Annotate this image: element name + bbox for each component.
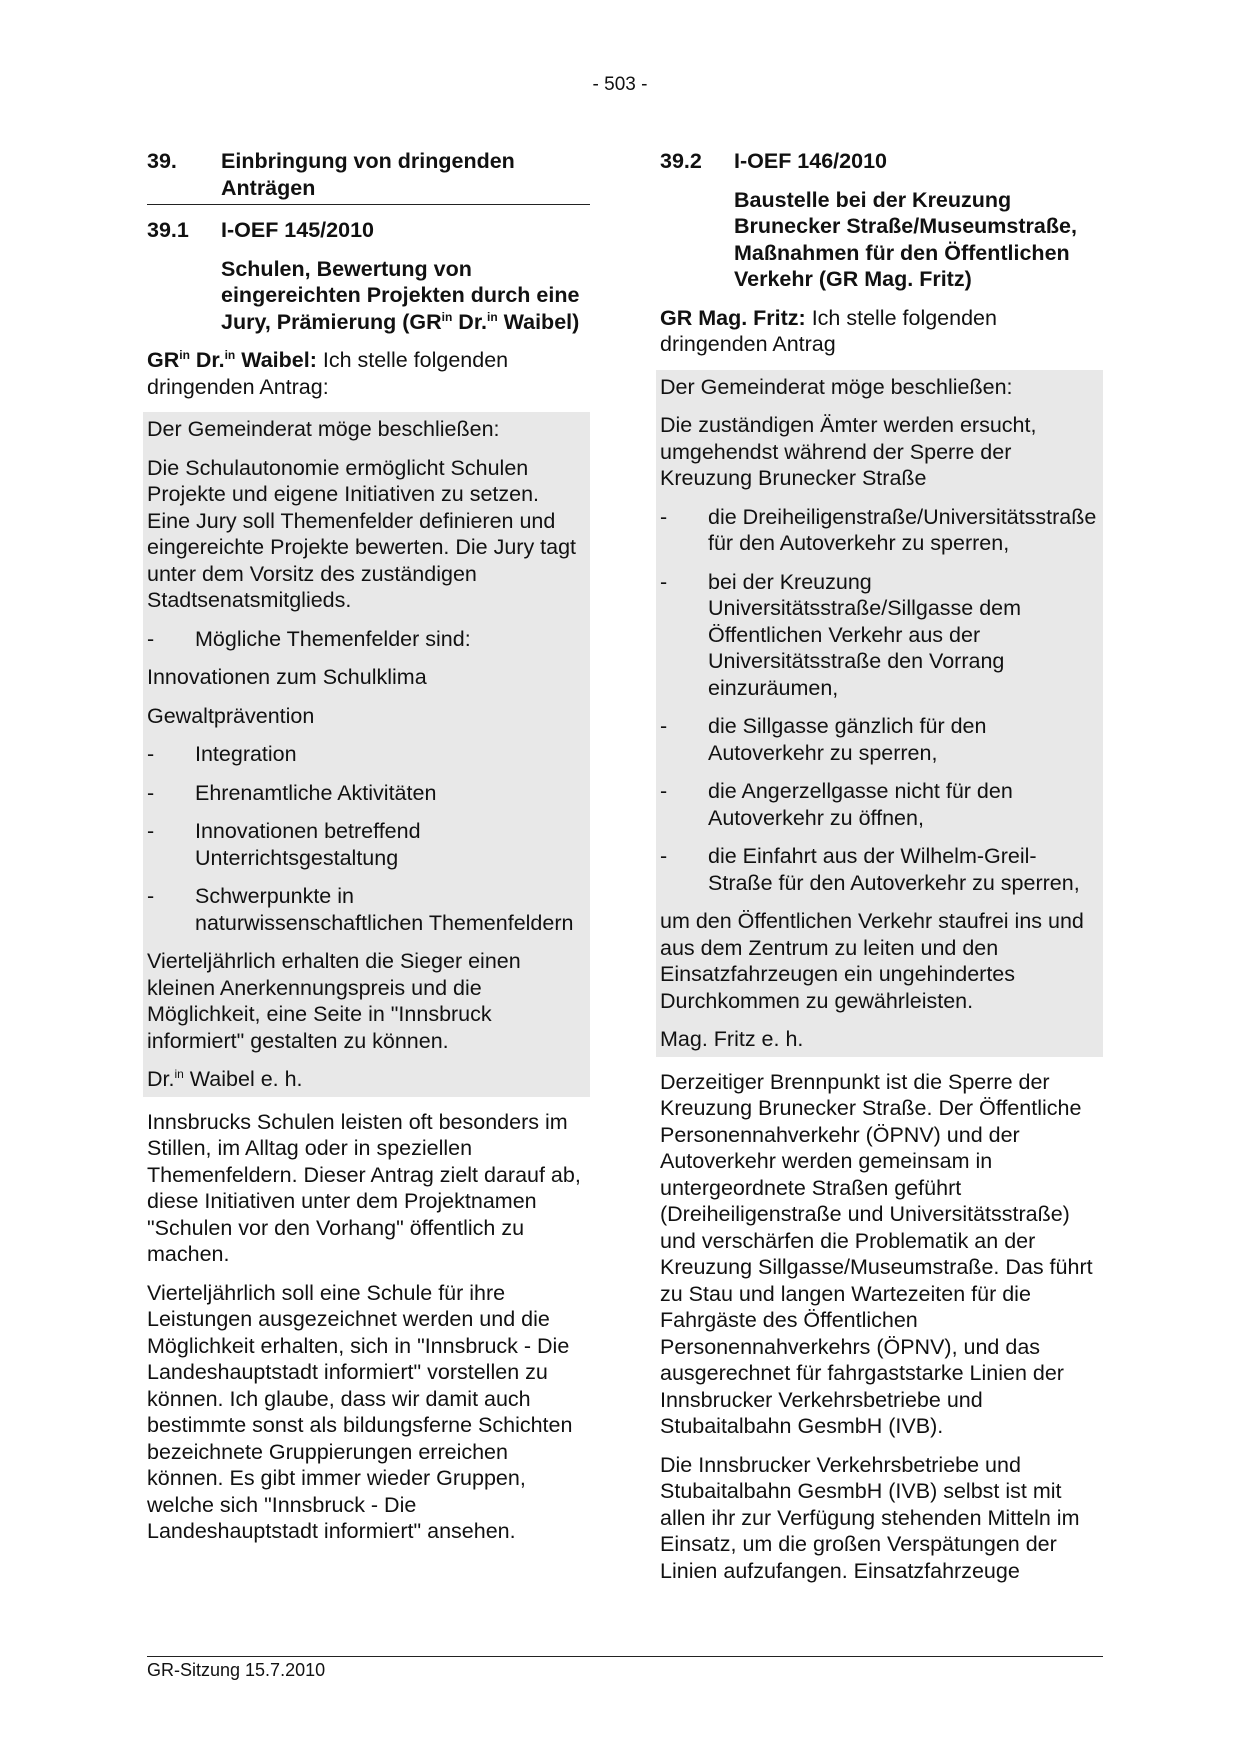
list-item: - Innovationen betreffend Unterrichtsgestaltung (147, 819, 421, 870)
motion-closing: Vierteljährlich erhalten die Sieger einen kleinen Anerkennungspreis und die Möglichkeit, eine Seite in "Innsbruck informiert" gestalten zu können. (147, 949, 521, 1053)
subsection-heading (660, 148, 1103, 175)
list-item: - die Dreiheiligenstraße/Universitätsstraße für den Autoverkehr zu sperren, (660, 504, 1097, 555)
motion-closing: um den Öffentlichen Verkehr staufrei ins und aus dem Zentrum zu leiten und den Einsatzfahrzeugen ein ungehindertes Durchkommen zu gewährleisten. (660, 909, 1084, 1013)
signature: Dr.$^{in}$ Waibel e. h. (147, 1067, 303, 1091)
subsection-heading (147, 217, 590, 244)
left-column (147, 148, 590, 1557)
motion-intro: Der Gemeinderat möge beschließen: (660, 374, 1013, 399)
motion-box (656, 370, 1103, 1057)
right-column (660, 148, 1103, 1596)
subsection-number: 39.1 (147, 218, 189, 242)
section-title: Einbringung von dringenden Anträgen (221, 149, 515, 200)
list-item: - die Sillgasse gänzlich für den Autoverkehr zu sperren, (660, 714, 987, 765)
subsection-id: I-OEF 146/2010 (734, 149, 887, 173)
list-item: - bei der Kreuzung Universitätsstraße/Sillgasse dem Öffentlichen Verkehr aus der Universitätsstraße den Vorrang einzuräumen, (660, 569, 1022, 700)
list-item: - die Einfahrt aus der Wilhelm-Greil-Straße für den Autoverkehr zu sperren, (660, 844, 1080, 895)
list-item: - Ehrenamtliche Aktivitäten (147, 780, 437, 805)
list-subitem: Innovationen zum Schulklima (147, 665, 427, 689)
subsection-id: I-OEF 145/2010 (221, 218, 374, 242)
motion-paragraph: Die Schulautonomie ermöglicht Schulen Projekte und eigene Initiativen zu setzen. Eine Jury soll Themenfelder definieren und eingereichte Projekte bewerten. Die Jury tagt unter dem Vorsitz des zuständigen Stadtsenatsmitglieds. (147, 455, 577, 612)
body-paragraph: Die Innsbrucker Verkehrsbetriebe und Stubaitalbahn GesmbH (IVB) selbst ist mit allen ihr zur Verfügung stehenden Mitteln im Einsatz, um die großen Verspätungen der Linien aufzufangen. Einsatzfahrzeuge (660, 1452, 1080, 1583)
motion-paragraph: Die zuständigen Ämter werden ersucht, umgehendst während der Sperre der Kreuzung Brunecker Straße (660, 413, 1037, 490)
motion-box (143, 412, 590, 1097)
list-subitem: Gewaltprävention (147, 703, 315, 728)
list-item: - Mögliche Themenfelder sind: (147, 626, 471, 651)
speaker-intro: GR Mag. Fritz: Ich stelle folgenden dringenden Antrag (660, 305, 997, 356)
section-number: 39. (147, 149, 177, 173)
footer-text: GR-Sitzung 15.7.2010 (147, 1660, 326, 1680)
subsection-title: Schulen, Bewertung von eingereichten Projekten durch eine Jury, Prämierung ($GR^{in}$ Dr.$^{in}$ Waibel) (221, 256, 580, 334)
list-item: - Schwerpunkte in naturwissenschaftlichen Themenfeldern (147, 884, 574, 935)
page-number: - 503 - (592, 74, 648, 95)
subsection-title: Baustelle bei der Kreuzung Brunecker Straße/Museumstraße, Maßnahmen für den Öffentlichen Verkehr (GR Mag. Fritz) (734, 187, 1077, 291)
footer-rule (147, 1656, 1103, 1657)
body-paragraph: Vierteljährlich soll eine Schule für ihre Leistungen ausgezeichnet werden und die Möglichkeit erhalten, sich in "Innsbruck - Die Landeshauptstadt informiert" vorstellen zu können. Ich glaube, dass wir damit auch bestimmte sonst als bildungsferne Schichten bezeichnete Gruppierungen erreichen können. Es gibt immer wieder Gruppen, welche sich "Innsbruck - Die Landeshauptstadt informiert" ansehen. (147, 1280, 573, 1543)
subsection-number: 39.2 (660, 149, 702, 173)
section-heading (147, 148, 590, 205)
signature: Mag. Fritz e. h. (660, 1027, 804, 1051)
list-item: - die Angerzellgasse nicht für den Autoverkehr zu öffnen, (660, 779, 1013, 830)
body-paragraph: Derzeitiger Brennpunkt ist die Sperre der Kreuzung Brunecker Straße. Der Öffentliche Personennahverkehr (ÖPNV) und der Autoverkehr werden gemeinsam in untergeordnete Straßen geführt (Dreiheiligenstraße und Universitätsstraße) und verschärfen die Problematik an der Kreuzung Sillgasse/Museumstraße. Das führt zu Stau und langen Wartezeiten für die Fahrgäste des Öffentlichen Personennahverkehrs (ÖPNV), und das ausgerechnet für fahrgaststarke Linien der Innsbrucker Verkehrsbetriebe und Stubaitalbahn GesmbH (IVB). (660, 1069, 1093, 1438)
motion-intro: Der Gemeinderat möge beschließen: (147, 417, 500, 441)
body-paragraph: Innsbrucks Schulen leisten oft besonders im Stillen, im Alltag oder in speziellen Themenfeldern. Dieser Antrag zielt darauf ab, diese Initiativen unter dem Projektnamen "Schulen vor den Vorhang" öffentlich zu machen. (147, 1109, 581, 1266)
list-item: - Integration (147, 742, 297, 766)
speaker-intro: $GR^{in}$ Dr.$^{in}$ Waibel: Ich stelle folgenden dringenden Antrag: (147, 348, 509, 399)
